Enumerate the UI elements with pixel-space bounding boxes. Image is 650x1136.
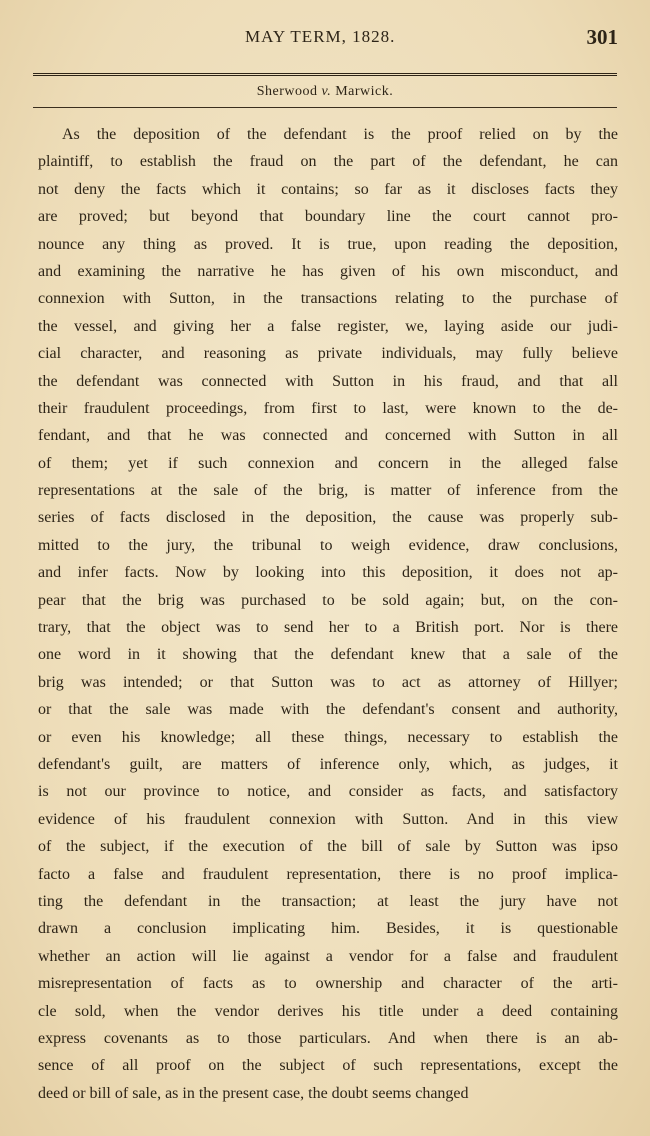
running-head — [0, 27, 650, 57]
text-line: evidence of his fraudulent connexion with Sutton. And in this view — [38, 810, 618, 828]
text-line: sence of all proof on the subject of such representations, except the — [38, 1057, 618, 1075]
text-line: nounce any thing as proved. It is true, upon reading the deposition, — [38, 235, 618, 253]
text-line: connexion with Sutton, in the transactions relating to the purchase of — [38, 290, 618, 308]
text-line: representations at the sale of the brig, is matter of inference from the — [38, 482, 618, 500]
text-line: pear that the brig was purchased to be sold again; but, on the con- — [38, 591, 618, 609]
text-line: is not our province to notice, and consider as facts, and satisfactory — [38, 783, 618, 801]
text-line: drawn a conclusion implicating him. Besides, it is questionable — [38, 920, 618, 938]
text-line: brig was intended; or that Sutton was to act as attorney of Hillyer; — [38, 673, 618, 691]
page-number: 301 — [586, 25, 618, 49]
text-line: mitted to the jury, the tribunal to weigh evidence, draw conclusions, — [38, 536, 618, 554]
text-line: As the deposition of the defendant is the proof relied on by the — [62, 126, 618, 143]
text-line: cle sold, when the vendor derives his title under a deed containing — [38, 1002, 618, 1020]
body-text — [38, 121, 618, 1107]
text-line: and examining the narrative he has given of his own misconduct, and — [38, 262, 618, 280]
case-plaintiff: Sherwood — [256, 84, 318, 99]
case-versus: v. — [321, 84, 332, 99]
text-line: cial character, and reasoning as private individuals, may fully believe — [38, 345, 618, 363]
text-line: defendant's guilt, are matters of inference only, which, as judges, it — [38, 755, 618, 773]
running-head-title: MAY TERM, 1828. — [245, 27, 396, 46]
text-line: ting the defendant in the transaction; at least the jury have not — [38, 892, 618, 910]
text-line: deed or bill of sale, as in the present case, the doubt seems changed — [38, 1084, 469, 1102]
text-line: of them; yet if such connexion and concern in the alleged false — [38, 454, 618, 472]
caption-rule — [33, 107, 617, 108]
text-line: are proved; but beyond that boundary line the court cannot pro- — [38, 208, 618, 226]
case-defendant: Marwick. — [335, 84, 394, 99]
text-line: and infer facts. Now by looking into this deposition, it does not ap- — [38, 564, 618, 582]
text-line: their fraudulent proceedings, from first to last, were known to the de- — [38, 399, 618, 417]
text-line: fendant, and that he was connected and concerned with Sutton in all — [38, 427, 618, 445]
text-line: whether an action will lie against a vendor for a false and fraudulent — [38, 947, 618, 965]
text-line: plaintiff, to establish the fraud on the part of the defendant, he can — [38, 153, 618, 171]
text-line: the vessel, and giving her a false register, we, laying aside our judi- — [38, 317, 618, 335]
text-line: of the subject, if the execution of the bill of sale by Sutton was ipso — [38, 838, 618, 856]
text-line: series of facts disclosed in the deposition, the cause was properly sub- — [38, 509, 618, 527]
text-line: or even his knowledge; all these things, necessary to establish the — [38, 728, 618, 746]
text-line: trary, that the object was to send her to a British port. Nor is there — [38, 619, 618, 637]
text-line: misrepresentation of facts as to ownership and character of the arti- — [38, 975, 618, 993]
case-caption — [0, 84, 650, 100]
text-line: the defendant was connected with Sutton in his fraud, and that all — [38, 372, 618, 390]
text-line: express covenants as to those particulars. And when there is an ab- — [38, 1029, 618, 1047]
text-line: not deny the facts which it contains; so far as it discloses facts they — [38, 180, 618, 198]
text-line: or that the sale was made with the defendant's consent and authority, — [38, 701, 618, 719]
header-rule — [33, 73, 617, 76]
text-line: facto a false and fraudulent representation, there is no proof implica- — [38, 865, 618, 883]
text-line: one word in it showing that the defendant knew that a sale of the — [38, 646, 618, 664]
